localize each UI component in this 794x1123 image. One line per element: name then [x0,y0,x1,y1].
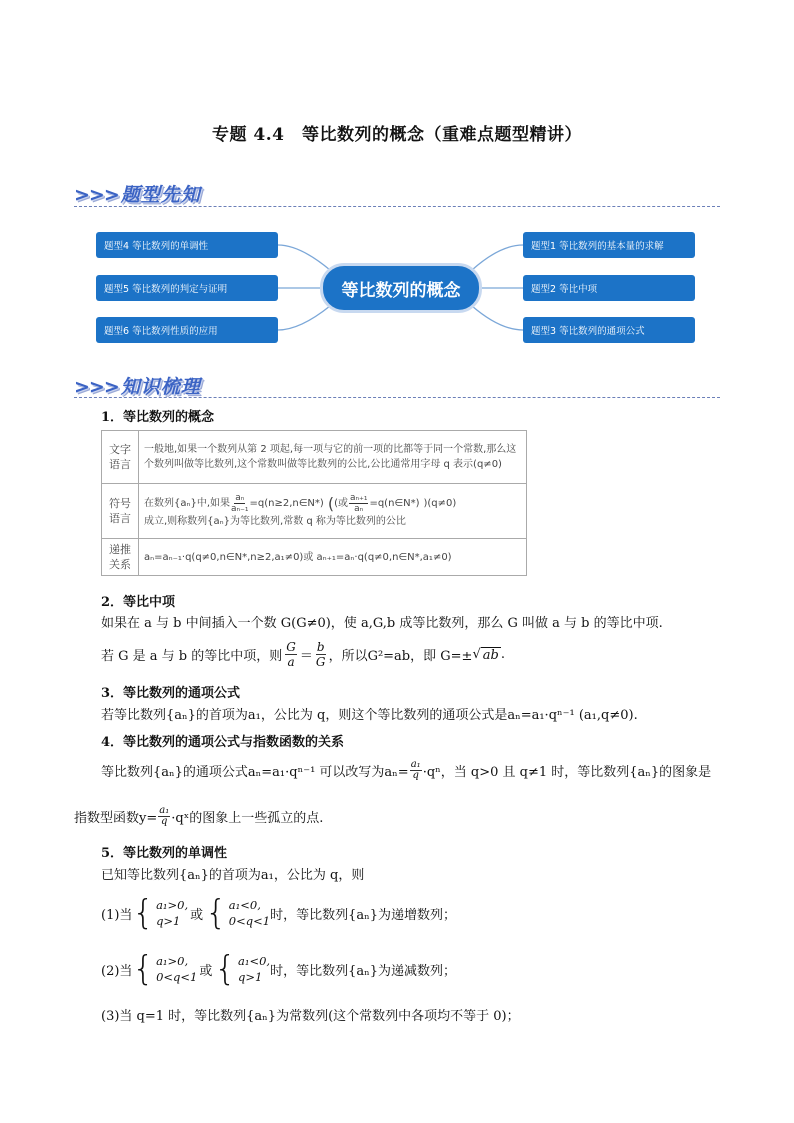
row-label-recursion: 递推 关系 [102,539,139,576]
connector-right-1 [472,245,523,270]
case1-suffix: 时，等比数列{aₙ}为递增数列； [270,907,456,923]
symbol-text-d: =q(n∈N*) [369,498,420,509]
connector-left-1 [278,245,330,270]
row-label-text-language: 文字 语言 [102,431,139,484]
section-heading-4: 4．等比数列的通项公式与指数函数的关系 [101,735,345,750]
monotonicity-intro: 已知等比数列{aₙ}的首项为a₁，公比为 q，则 [101,868,365,883]
symbol-text-b: =q(n≥2,n∈N*) [249,498,324,509]
row-label-symbol-language: 符号 语言 [102,484,139,539]
case2-suffix: 时，等比数列{aₙ}为递减数列； [270,963,456,979]
condition-system: a₁<0, q>1 [238,954,271,984]
monotonicity-case1 [101,893,456,933]
brace-icon: { [214,949,236,989]
banner-arrows: >>> [74,184,119,206]
fraction-a1-over-q: $\frac{\text{a₁}}{q}$ [410,759,421,781]
banner-arrows: >>> [74,376,119,398]
sqrt-ab: √ ab [472,647,499,663]
dashed-divider [74,397,720,398]
concept-table [101,430,527,576]
or-text: 或 [199,963,213,979]
monotonicity-case2 [101,949,456,989]
section-heading-2: 2．等比中项 [101,595,176,610]
formula-text-a: 若 G 是 a 与 b 的等比中项，则 [101,649,283,664]
fraction-an1-over-an: $\frac{\text{aₙ₊₁}}{\text{aₙ}}$ [349,493,368,514]
banner-text: 题型先知 [120,184,201,206]
formula-text-b: ，所以G²=ab，即 G=± [328,649,473,664]
mindmap-node-type1: 题型1 等比数列的基本量的求解 [523,232,695,258]
fraction-an-over-an-1: $\frac{\text{aₙ}}{\text{aₙ₋₁}}$ [231,493,249,514]
case2-prefix: (2)当 [101,963,133,979]
section-heading-5: 5．等比数列的单调性 [101,846,228,861]
exponential-relation-line2 [74,806,323,827]
symbol-text-a: 在数列{aₙ}中,如果 [144,498,231,509]
relation-text-a: 等比数列{aₙ}的通项公式aₙ=a₁·qⁿ⁻¹ 可以改写为aₙ= [101,765,409,780]
row-symbol-language: 在数列{aₙ}中,如果 $\frac{\text{aₙ}}{\text{aₙ₋₁}}$ =q(n≥2,n∈N*) ( (或 $\frac{\text{aₙ₊₁}}{\text{aₙ}}$ =q(n∈N*) )(q≠0) 成立,则称数列{aₙ}为等比数列,常数 q 称为等比数列的公比 [139,484,527,539]
geometric-mean-definition: 如果在 a 与 b 中间插入一个数 G(G≠0)，使 a,G,b 成等比数列，那么 G 叫做 a 与 b 的等比中项. [101,616,663,631]
banner-text: 知识梳理 [120,376,201,398]
formula-text-c: . [500,647,505,662]
fraction-a1-over-q: $\frac{\text{a₁}}{q}$ [159,805,170,827]
fraction-G-over-a: $\frac{G}{a}$ [286,640,296,669]
table-row [102,431,527,484]
symbol-text-e: )(q≠0) [423,498,457,509]
case1-prefix: (1)当 [101,907,133,923]
symbol-text-c: (或 [334,498,348,509]
section-banner-knowledge [74,372,201,399]
condition-system: a₁>0, q>1 [156,898,189,928]
brace-icon: { [132,949,155,989]
geometric-mean-formula: 若 G 是 a 与 b 的等比中项，则 $\frac{G}{a}$ ＝ $\frac{b}{G}$ ，所以G²=ab，即 G=± √ ab . [101,640,505,669]
brace-icon: { [132,893,155,933]
mindmap-center-node: 等比数列的概念 [320,263,482,313]
mindmap-node-type4: 题型4 等比数列的单调性 [96,232,278,258]
condition-system: a₁>0, 0<q<1 [156,954,198,984]
brace-icon: { [205,893,227,933]
row-recursion: aₙ=aₙ₋₁·q(q≠0,n∈N*,n≥2,a₁≠0)或 aₙ₊₁=aₙ·q(q≠0,n∈N*,a₁≠0) [139,539,527,576]
exponential-relation-line1 [101,760,711,781]
connector-left-3 [278,306,330,330]
table-row [102,484,527,539]
relation-text-d: ·qˣ的图象上一些孤立的点. [171,811,324,826]
mindmap-node-type2: 题型2 等比中项 [523,275,695,301]
symbol-line2: 成立,则称数列{aₙ}为等比数列,常数 q 称为等比数列的公比 [144,516,406,527]
or-text: 或 [190,907,204,923]
section-heading-1: 1．等比数列的概念 [101,410,215,425]
relation-text-b: ·qⁿ，当 q>0 且 q≠1 时，等比数列{aₙ}的图象是 [422,765,712,780]
section-heading-3: 3．等比数列的通项公式 [101,686,241,701]
row-text-language: 一般地,如果一个数列从第 2 项起,每一项与它的前一项的比都等于同一个常数,那么这个数列叫做等比数列,这个常数叫做等比数列的公比,公比通常用字母 q 表示(q≠0) [139,431,527,484]
monotonicity-case3: (3)当 q=1 时，等比数列{aₙ}为常数列(这个常数列中各项均不等于 0)； [101,1009,520,1024]
page-title: 专题 4.4 等比数列的概念（重难点题型精讲） [212,125,582,145]
fraction-b-over-G: $\frac{b}{G}$ [315,640,326,669]
mindmap-node-type6: 题型6 等比数列性质的应用 [96,317,278,343]
connector-right-3 [472,306,523,330]
general-term-formula: 若等比数列{aₙ}的首项为a₁，公比为 q，则这个等比数列的通项公式是aₙ=a₁·qⁿ⁻¹ (a₁,q≠0). [101,708,638,723]
mindmap-node-type3: 题型3 等比数列的通项公式 [523,317,695,343]
mindmap-node-type5: 题型5 等比数列的判定与证明 [96,275,278,301]
condition-system: a₁<0, 0<q<1 [228,898,271,928]
relation-text-c: 指数型函数y= [74,811,158,826]
table-row [102,539,527,576]
